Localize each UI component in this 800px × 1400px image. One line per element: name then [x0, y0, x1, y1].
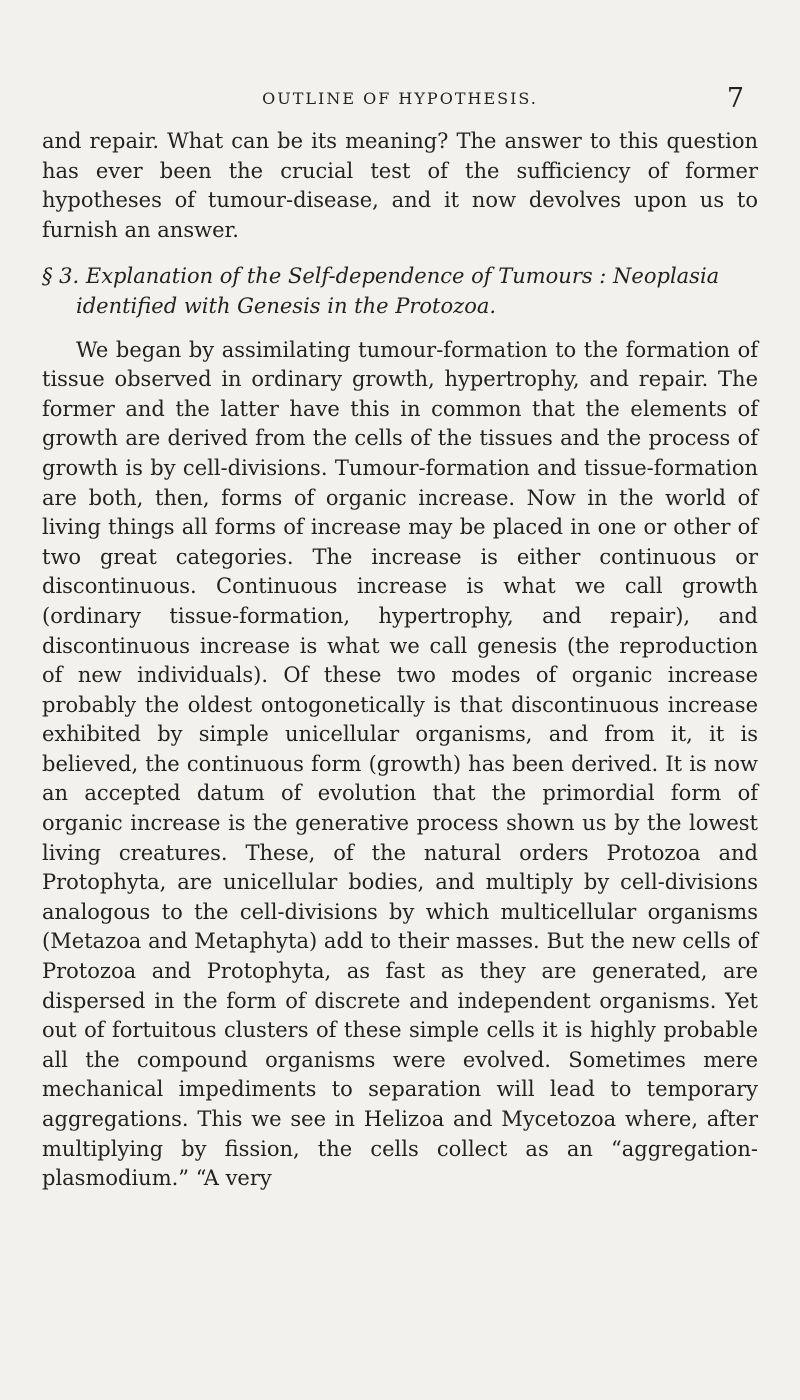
body-paragraph: We began by assimilating tumour-formation to the formation of tissue observed in ordinary growth, hypertrophy, and repair. The former and the latter have this in common that the elements of growth are derived from the cells of the tissues and the process of growth is by cell-divisions. Tumour-formation and tissue-formation are both, then, forms of organic increase. Now in the world of living things all forms of increase may be placed in one or other of two great categories. The increase is either continuous or discontinuous. Continuous increase is what we call growth (ordinary tissue-formation, hypertrophy, and repair), and discontinuous increase is what we call genesis (the reproduction of new individuals). Of these two modes of organic increase probably the oldest ontogonetically is that discontinuous increase exhibited by simple unicellular organisms, and from it, it is believed, the continuous form (growth) has been derived. It is now an accepted datum of evolution that the primordial form of organic increase is the generative process shown us by the lowest living creatures. These, of the natural orders Protozoa and Protophyta, are unicellular bodies, and multiply by cell-divisions analogous to the cell-divisions by which multicellular organisms (Metazoa and Metaphyta) add to their masses. But the new cells of Protozoa and Protophyta, as fast as they are generated, are dispersed in the form of discrete and independent organisms. Yet out of fortuitous clusters of these simple cells it is highly probable all the compound organisms were evolved. Sometimes mere mechanical impediments to separation will lead to temporary aggregations. This we see in Helizoa and Mycetozoa where, after multiplying by fission, the cells collect as an “aggregation-plasmodium.” “A very — [42, 337, 758, 1191]
intro-paragraph: and repair. What can be its meaning? The answer to this question has ever been the crucial test of the sufficiency of former hypotheses of tumour-disease, and it now devolves upon us to furnish an answer. — [42, 129, 758, 242]
page-number: 7 — [726, 83, 744, 114]
section-heading: § 3. Explanation of the Self-dependence of Tumours : Neoplasia identified with Genesis in the Protozoa. — [42, 264, 720, 318]
body-text — [42, 127, 758, 1194]
page-header — [0, 84, 800, 114]
running-head: OUTLINE OF HYPOTHESIS. — [262, 89, 538, 108]
